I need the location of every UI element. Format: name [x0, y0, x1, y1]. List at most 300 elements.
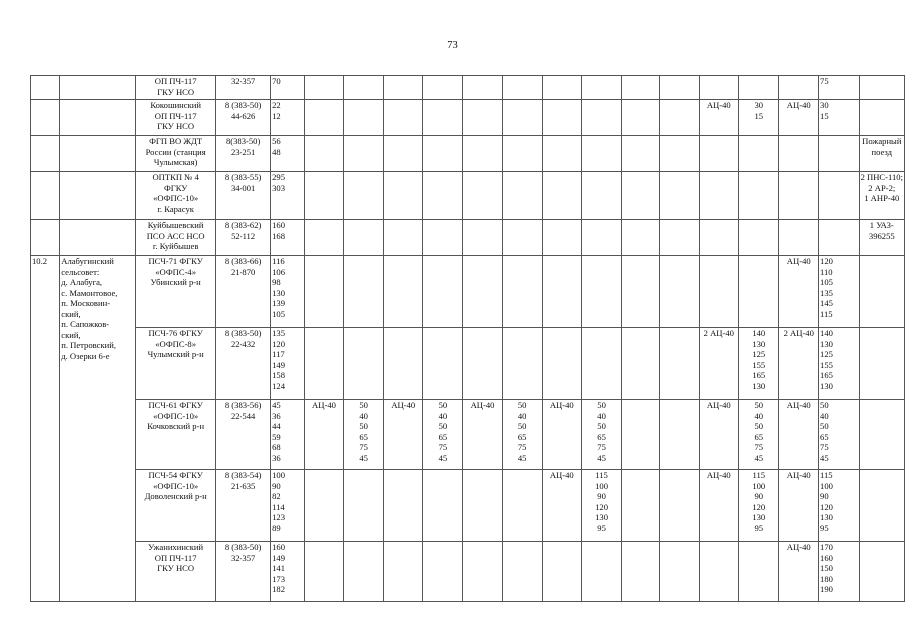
time-cell [581, 542, 621, 602]
vehicle-cell [463, 100, 502, 136]
phone-cell-line: 8 (383-54) [224, 470, 262, 480]
time-cell-line: 90 [597, 491, 606, 501]
time-cell [659, 328, 699, 400]
phone-cell-line: 8 (383-50) [224, 100, 262, 110]
vehicle-cell [699, 220, 739, 256]
distance-cell-line: 22 [272, 100, 281, 110]
time-cell-line: 45 [597, 452, 606, 463]
vehicle-cell-line: АЦ-40 [470, 400, 495, 410]
vehicle-cell [622, 220, 660, 256]
phone-cell-line: 21-870 [230, 266, 256, 277]
distance-cell [271, 220, 305, 256]
vehicle-cell [542, 76, 581, 100]
time-cell [581, 328, 621, 400]
distance-cell-line: 48 [272, 146, 281, 157]
time-cell [739, 328, 779, 400]
distance-cell [271, 400, 305, 470]
phone-cell-line: 8 (383-56) [224, 400, 262, 410]
vehicle-cell [304, 136, 343, 172]
notes-cell-line: 396255 [868, 230, 895, 241]
phone-cell-line: 34-001 [230, 182, 256, 193]
vehicle-cell [699, 400, 739, 470]
time-cell [502, 542, 542, 602]
time-cell-line: 130 [820, 338, 833, 349]
time-cell [581, 256, 621, 328]
vehicle-cell [304, 76, 343, 100]
time-cell-line: 50 [754, 400, 764, 410]
vehicle-cell-line: АЦ-40 [786, 400, 811, 410]
organization-cell [136, 76, 216, 100]
phone-cell-line: 22-432 [230, 338, 256, 349]
vehicle-cell [542, 100, 581, 136]
time-cell-line: 160 [820, 552, 833, 563]
time-cell [819, 220, 860, 256]
vehicle-cell [542, 172, 581, 220]
time-cell [502, 76, 542, 100]
time-cell-line: 75 [517, 442, 527, 452]
table-row [31, 470, 905, 542]
time-cell-line: 40 [754, 410, 764, 421]
vehicle-cell [622, 328, 660, 400]
vehicle-cell [304, 470, 343, 542]
phone-cell [216, 542, 271, 602]
vehicle-cell [622, 470, 660, 542]
vehicle-cell [542, 256, 581, 328]
organization-cell [136, 220, 216, 256]
notes-cell-line: 1 УАЗ- [869, 220, 894, 230]
time-cell [581, 172, 621, 220]
distance-cell [271, 256, 305, 328]
time-cell [581, 136, 621, 172]
vehicle-cell [542, 542, 581, 602]
time-cell [423, 220, 463, 256]
settlement-cell [60, 220, 136, 256]
settlement-cell-line: с. Мамонтовое, [61, 287, 118, 298]
time-cell-line: 50 [438, 400, 448, 410]
time-cell [739, 256, 779, 328]
settlement-cell-line: п. Петровский, [61, 340, 116, 350]
time-cell-line: 40 [517, 410, 527, 421]
distance-cell-line: 158 [272, 370, 285, 380]
time-cell-line: 125 [752, 349, 766, 359]
vehicle-cell [779, 470, 819, 542]
distance-cell-line: 182 [272, 584, 285, 594]
vehicle-cell-line: АЦ-40 [786, 256, 811, 266]
time-cell [739, 470, 779, 542]
time-cell-line: 50 [359, 400, 368, 410]
time-cell [659, 100, 699, 136]
time-cell [659, 220, 699, 256]
time-cell-line: 75 [438, 442, 448, 452]
organization-cell-line: ПСЧ-71 ФГКУ [148, 256, 203, 266]
vehicle-cell-line: АЦ-40 [786, 470, 811, 480]
time-cell-line: 145 [820, 298, 833, 308]
time-cell-line: 125 [820, 349, 833, 359]
vehicle-cell [699, 76, 739, 100]
settlement-cell [60, 256, 136, 602]
phone-cell [216, 76, 271, 100]
distance-cell-line: 89 [272, 522, 281, 533]
time-cell [423, 256, 463, 328]
time-cell-line: 40 [359, 410, 368, 421]
time-cell [819, 136, 860, 172]
time-cell-line: 45 [820, 452, 829, 463]
settlement-cell-line: Алабугинский [61, 256, 114, 266]
organization-cell-line: «ОФПС-8» [155, 338, 197, 349]
table-row [31, 542, 905, 602]
vehicle-cell [463, 542, 502, 602]
time-cell-line: 65 [820, 431, 829, 442]
phone-cell-line: 22-544 [230, 410, 256, 421]
time-cell-line: 120 [820, 501, 833, 512]
vehicle-cell [622, 542, 660, 602]
time-cell [423, 328, 463, 400]
distance-cell-line: 130 [272, 287, 285, 298]
distance-cell-line: 168 [272, 230, 285, 241]
time-cell-line: 110 [820, 266, 833, 277]
time-cell-line: 100 [595, 480, 608, 491]
distance-cell-line: 59 [272, 431, 281, 442]
vehicle-cell [542, 136, 581, 172]
time-cell [344, 220, 384, 256]
organization-cell-line: России (станция [145, 146, 206, 157]
time-cell-line: 150 [820, 563, 833, 573]
vehicle-cell [699, 470, 739, 542]
settlement-cell-line: ский, [61, 329, 81, 340]
distance-cell-line: 117 [272, 349, 285, 359]
vehicle-cell [779, 400, 819, 470]
time-cell [344, 328, 384, 400]
vehicle-cell [622, 136, 660, 172]
time-cell-line: 90 [820, 491, 829, 501]
vehicle-cell-line: АЦ-40 [549, 470, 574, 480]
time-cell-line: 115 [595, 470, 608, 480]
vehicle-cell [699, 256, 739, 328]
vehicle-cell [463, 220, 502, 256]
notes-cell-line: 1 АНР-40 [864, 193, 900, 203]
time-cell-line: 50 [438, 421, 448, 431]
distance-cell [271, 172, 305, 220]
time-cell [819, 328, 860, 400]
organization-cell-line: ОП ПЧ-117 [154, 76, 197, 86]
time-cell [819, 100, 860, 136]
time-cell [502, 220, 542, 256]
time-cell-line: 130 [595, 512, 608, 522]
time-cell-line: 75 [359, 442, 368, 452]
distance-cell-line: 114 [272, 501, 285, 512]
vehicle-cell-line: АЦ-40 [706, 400, 731, 410]
vehicle-cell [779, 542, 819, 602]
distance-cell-line: 135 [272, 328, 285, 338]
organization-cell-line: ПСЧ-54 ФГКУ [148, 470, 203, 480]
time-cell-line: 130 [820, 380, 833, 391]
group-number: 10.2 [32, 256, 48, 266]
notes-cell [859, 136, 904, 172]
phone-cell [216, 172, 271, 220]
organization-cell-line: ГКУ НСО [157, 121, 195, 131]
time-cell-line: 30 [754, 100, 764, 110]
time-cell [581, 400, 621, 470]
organization-cell-line: Убинский р-н [150, 277, 201, 287]
time-cell-line: 95 [820, 522, 829, 533]
time-cell [423, 76, 463, 100]
distance-cell-line: 295 [272, 172, 285, 182]
distance-cell-line: 45 [272, 400, 281, 410]
phone-cell [216, 328, 271, 400]
vehicle-cell [699, 100, 739, 136]
vehicle-cell [622, 400, 660, 470]
phone-cell-line: 52-112 [231, 230, 256, 241]
phone-cell-line: 8 (383-62) [224, 220, 262, 230]
vehicle-cell [304, 256, 343, 328]
vehicle-cell-line: 2 АЦ-40 [703, 328, 734, 338]
organization-cell-line: Куйбышевский [147, 220, 204, 230]
time-cell-line: 130 [752, 338, 766, 349]
vehicle-cell [463, 328, 502, 400]
organization-cell-line: ПСЧ-76 ФГКУ [148, 328, 203, 338]
vehicle-cell [304, 542, 343, 602]
time-cell-line: 65 [359, 431, 368, 442]
notes-cell [859, 172, 904, 220]
time-cell-line: 30 [820, 100, 829, 110]
table-row [31, 328, 905, 400]
distance-cell [271, 100, 305, 136]
vehicle-cell [304, 220, 343, 256]
notes-cell [859, 328, 904, 400]
phone-cell-line: 32-357 [230, 552, 256, 563]
time-cell [502, 172, 542, 220]
vehicle-cell-line: АЦ-40 [706, 100, 731, 110]
time-cell [344, 76, 384, 100]
organization-cell-line: г. Карасук [157, 203, 194, 214]
time-cell-line: 50 [597, 421, 606, 431]
vehicle-cell [384, 136, 423, 172]
time-cell [739, 542, 779, 602]
time-cell [659, 470, 699, 542]
time-cell-line: 155 [820, 359, 833, 370]
distance-cell-line: 116 [272, 256, 285, 266]
time-cell-line: 100 [820, 480, 833, 491]
vehicle-cell [699, 172, 739, 220]
phone-cell-line: 8 (383-66) [224, 256, 262, 266]
time-cell-line: 120 [820, 256, 833, 266]
time-cell-line: 75 [820, 442, 829, 452]
phone-cell-line: 23-251 [230, 146, 256, 157]
time-cell [423, 172, 463, 220]
vehicle-cell [779, 100, 819, 136]
time-cell-line: 115 [752, 470, 766, 480]
vehicle-cell-line: АЦ-40 [786, 100, 811, 110]
time-cell-line: 130 [820, 512, 833, 522]
settlement-cell [60, 100, 136, 136]
time-cell [819, 542, 860, 602]
time-cell-line: 100 [752, 480, 766, 491]
distance-cell-line: 149 [272, 359, 285, 370]
phone-cell-line: 8 (383-55) [224, 172, 262, 182]
time-cell [739, 136, 779, 172]
notes-cell-line: Пожарный [862, 136, 902, 146]
time-cell-line: 45 [517, 452, 527, 463]
distance-cell-line: 36 [272, 452, 281, 463]
vehicle-cell [384, 328, 423, 400]
vehicle-cell-line: 2 АЦ-40 [783, 328, 814, 338]
table-row [31, 100, 905, 136]
time-cell-line: 190 [820, 584, 833, 594]
time-cell-line: 75 [820, 76, 829, 86]
table-row [31, 220, 905, 256]
fire-departments-table [30, 75, 905, 602]
time-cell [344, 100, 384, 136]
vehicle-cell [622, 172, 660, 220]
phone-cell [216, 470, 271, 542]
time-cell-line: 165 [820, 370, 833, 380]
distance-cell [271, 470, 305, 542]
time-cell-line: 65 [517, 431, 527, 442]
time-cell-line: 65 [754, 431, 764, 442]
table-row [31, 400, 905, 470]
row-number-cell [31, 172, 60, 220]
time-cell-line: 15 [754, 110, 764, 121]
time-cell-line: 50 [820, 400, 829, 410]
settlement-cell-line: д. Алабуга, [61, 277, 103, 287]
time-cell-line: 120 [595, 501, 608, 512]
phone-cell [216, 136, 271, 172]
row-number-cell [31, 100, 60, 136]
time-cell [502, 328, 542, 400]
organization-cell-line: Чулымская) [153, 157, 198, 167]
time-cell [344, 542, 384, 602]
vehicle-cell [779, 136, 819, 172]
notes-cell [859, 542, 904, 602]
organization-cell-line: «ОФПС-10» [153, 193, 199, 203]
time-cell [502, 100, 542, 136]
time-cell-line: 45 [438, 452, 448, 463]
distance-cell-line: 12 [272, 110, 281, 121]
vehicle-cell [542, 470, 581, 542]
vehicle-cell [699, 136, 739, 172]
organization-cell [136, 470, 216, 542]
vehicle-cell-line: АЦ-40 [786, 542, 811, 552]
row-number-cell [31, 136, 60, 172]
settlement-cell-line: п. Московин- [61, 298, 111, 308]
time-cell [819, 172, 860, 220]
distance-cell-line: 36 [272, 410, 281, 421]
vehicle-cell [384, 76, 423, 100]
time-cell-line: 95 [754, 522, 764, 533]
notes-cell-line: 2 ПНС-110; [860, 172, 903, 182]
time-cell [581, 76, 621, 100]
time-cell-line: 180 [820, 573, 833, 584]
organization-cell-line: ОП ПЧ-117 [154, 552, 197, 563]
vehicle-cell-line: АЦ-40 [391, 400, 416, 410]
time-cell-line: 50 [517, 400, 527, 410]
phone-cell-line: 8 (383-50) [224, 328, 262, 338]
time-cell-line: 135 [820, 287, 833, 298]
time-cell [581, 470, 621, 542]
time-cell [581, 220, 621, 256]
time-cell-line: 90 [754, 491, 764, 501]
distance-cell-line: 44 [272, 421, 281, 431]
time-cell [819, 470, 860, 542]
notes-cell [859, 76, 904, 100]
vehicle-cell [304, 100, 343, 136]
vehicle-cell [622, 100, 660, 136]
time-cell-line: 65 [597, 431, 606, 442]
vehicle-cell [542, 400, 581, 470]
row-number-cell [31, 76, 60, 100]
organization-cell [136, 172, 216, 220]
vehicle-cell [779, 256, 819, 328]
organization-cell-line: ФГП ВО ЖДТ [149, 136, 203, 146]
phone-cell-line: 21-635 [230, 480, 256, 491]
time-cell-line: 115 [820, 308, 833, 319]
distance-cell [271, 542, 305, 602]
distance-cell-line: 100 [272, 470, 285, 480]
time-cell-line: 75 [754, 442, 764, 452]
vehicle-cell [779, 220, 819, 256]
vehicle-cell [463, 136, 502, 172]
organization-cell-line: Доволенский р-н [144, 491, 207, 501]
distance-cell-line: 82 [272, 491, 281, 501]
vehicle-cell [304, 172, 343, 220]
settlement-cell [60, 76, 136, 100]
vehicle-cell [463, 400, 502, 470]
notes-cell [859, 400, 904, 470]
time-cell-line: 140 [752, 328, 766, 338]
settlement-cell-line: п. Сапожков- [61, 319, 110, 329]
vehicle-cell [699, 328, 739, 400]
time-cell [502, 470, 542, 542]
notes-cell-line: поезд [871, 146, 893, 157]
time-cell-line: 170 [820, 542, 833, 552]
vehicle-cell [384, 470, 423, 542]
distance-cell-line: 105 [272, 308, 285, 319]
time-cell [502, 256, 542, 328]
vehicle-cell [779, 76, 819, 100]
time-cell-line: 50 [820, 421, 829, 431]
distance-cell-line: 303 [272, 182, 285, 193]
vehicle-cell [542, 328, 581, 400]
time-cell-line: 15 [820, 110, 829, 121]
time-cell [344, 400, 384, 470]
time-cell [739, 172, 779, 220]
organization-cell-line: «ОФПС-10» [153, 410, 199, 421]
phone-cell-line: 8(383-50) [225, 136, 261, 146]
phone-cell [216, 100, 271, 136]
distance-cell-line: 90 [272, 480, 281, 491]
organization-cell-line: ОПТКП № 4 [152, 172, 199, 182]
vehicle-cell [384, 220, 423, 256]
time-cell-line: 120 [752, 501, 766, 512]
page-number: 73 [447, 40, 458, 51]
distance-cell-line: 120 [272, 338, 285, 349]
time-cell-line: 40 [597, 410, 606, 421]
time-cell [659, 172, 699, 220]
vehicle-cell [779, 328, 819, 400]
phone-cell-line: 8 (383-50) [224, 542, 262, 552]
organization-cell-line: Кокошинский [150, 100, 201, 110]
organization-cell [136, 100, 216, 136]
organization-cell-line: г. Куйбышев [152, 241, 199, 251]
time-cell [344, 256, 384, 328]
distance-cell-line: 123 [272, 512, 285, 522]
distance-cell-line: 70 [272, 76, 281, 86]
time-cell-line: 155 [752, 359, 766, 370]
vehicle-cell-line: АЦ-40 [549, 400, 574, 410]
vehicle-cell [384, 400, 423, 470]
time-cell [344, 172, 384, 220]
time-cell [502, 136, 542, 172]
